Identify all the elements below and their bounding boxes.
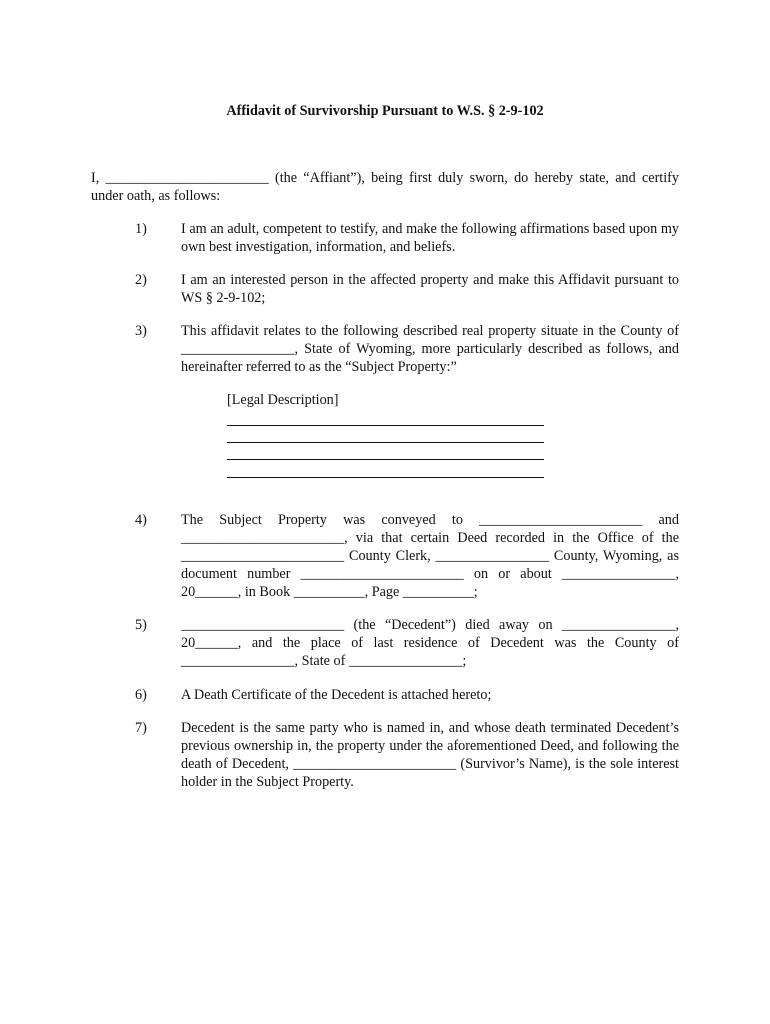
item-text: The Subject Property was conveyed to _______________________ and _______________________, via that certain Deed recorded in the Office of the _______________________ County Clerk, ________________ County, Wyoming, as document number _______________________ on or about ________________, 20______, in Book __________, Page __________; [181, 512, 679, 600]
item-text: A Death Certificate of the Decedent is attached hereto; [181, 687, 492, 703]
legal-description-line [227, 458, 544, 460]
item-number: 6) [135, 687, 147, 703]
item-number: 4) [135, 512, 147, 528]
intro-paragraph: I, _______________________ (the “Affiant”), being first duly sworn, do hereby state, and certify under oath, as follows: [91, 170, 679, 204]
item-text: Decedent is the same party who is named in, and whose death terminated Decedent’s previous ownership in, the property under the aforementioned Deed, and following the death of Decedent, _______________________ (Survivor’s Name), is the sole interest holder in the Subject Property. [181, 720, 679, 790]
item-number: 7) [135, 720, 147, 736]
legal-description-line [227, 476, 544, 478]
item-number: 2) [135, 272, 147, 288]
item-text: _______________________ (the “Decedent”) died away on ________________, 20______, and the place of last residence of Decedent was the County of ________________, State of ________________; [181, 617, 679, 669]
legal-description-label: [Legal Description] [227, 392, 339, 408]
item-text: I am an adult, competent to testify, and make the following affirmations based upon my own best investigation, information, and beliefs. [181, 221, 679, 255]
item-text: I am an interested person in the affected property and make this Affidavit pursuant to WS § 2-9-102; [181, 272, 679, 306]
item-number: 3) [135, 323, 147, 339]
document-title: Affidavit of Survivorship Pursuant to W.S. § 2-9-102 [226, 103, 544, 119]
item-number: 1) [135, 221, 147, 237]
item-text: This affidavit relates to the following described real property situate in the County of ________________, State of Wyoming, more particularly described as follows, and hereinafter referred to as the “Subject Property:” [181, 323, 679, 375]
legal-description-line [227, 441, 544, 443]
legal-description-line [227, 424, 544, 426]
item-number: 5) [135, 617, 147, 633]
